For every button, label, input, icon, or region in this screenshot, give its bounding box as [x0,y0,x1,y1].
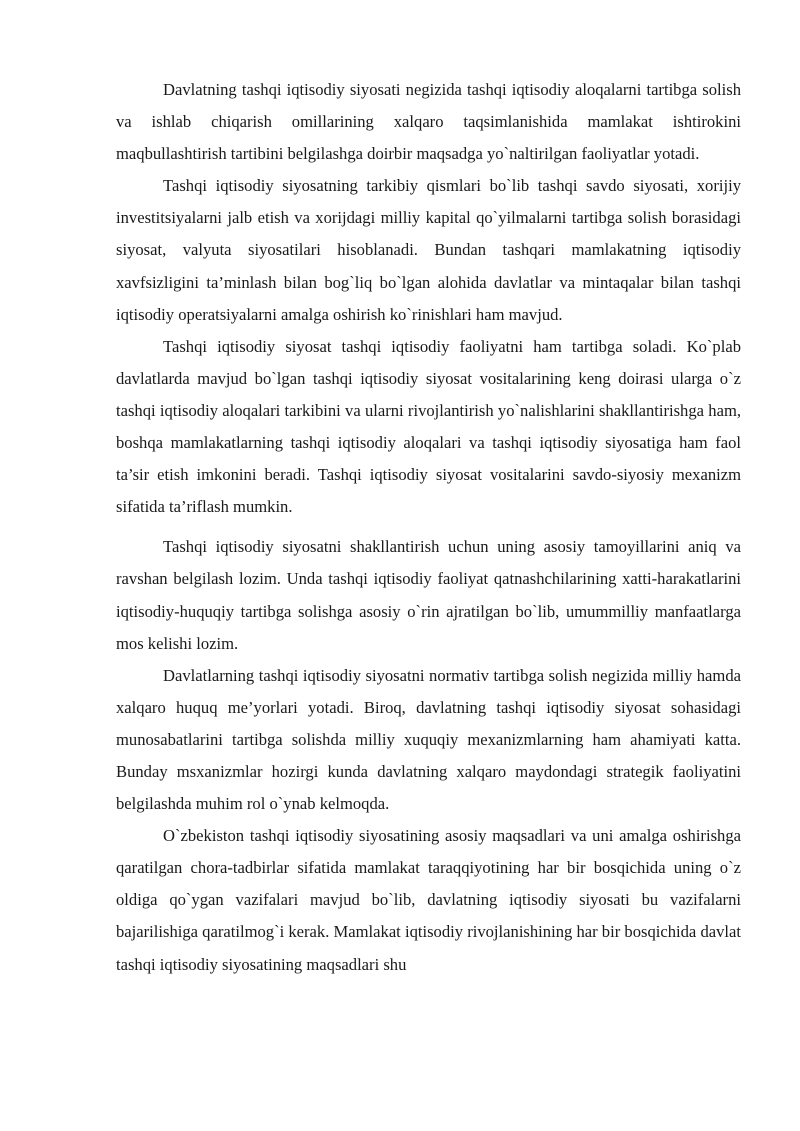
paragraph-4: Tashqi iqtisodiy siyosatni shakllantirish uchun uning asosiy tamoyillarini aniq va ravshan belgilash lozim. Unda tashqi iqtisodiy faoliyat qatnashchilarining xatti-harakatlarini iqtisodiy-huquqiy tartibga solishga asosiy o`rin ajratilgan bo`lib, umummilliy manfaatlarga mos kelishi lozim. [116,537,741,653]
paragraph-2: Tashqi iqtisodiy siyosatning tarkibiy qismlari bo`lib tashqi savdo siyosati, xorijiy investitsiyalarni jalb etish va xorijdagi milliy kapital qo`yilmalarni tartibga solish borasidagi siyosat, valyuta siyosatilari hisoblanadi. Bundan tashqari mamlakatning iqtisodiy xavfsizligini ta’minlash bilan bog`liq bo`lgan alohida davlatlar va mintaqalar bilan tashqi iqtisodiy operatsiyalarni amalga oshirish ko`rinishlari ham mavjud. [116,176,741,324]
paragraph-3: Tashqi iqtisodiy siyosat tashqi iqtisodiy faoliyatni ham tartibga soladi. Ko`plab davlatlarda mavjud bo`lgan tashqi iqtisodiy siyosat vositalarining keng doirasi ularga o`z tashqi iqtisodiy aloqalari tarkibini va ularni rivojlantirish yo`nalishlarini shakllantirishga ham, boshqa mamlakatlarning tashqi iqtisodiy aloqalari va tashqi iqtisodiy siyosatiga ham faol ta’sir etish imkonini beradi. Tashqi iqtisodiy siyosat vositalarini savdo-siyosiy mexanizm sifatida ta’riflash mumkin. [116,336,741,517]
paragraph-1: Davlatning tashqi iqtisodiy siyosati negizida tashqi iqtisodiy aloqalarni tartibga solish va ishlab chiqarish omillarining xalqaro taqsimlanishida mamlakat ishtirokini maqbullashtirish tartibini belgilashga doirbir maqsadga yo`naltirilgan faoliyatlar yotadi. [116,80,741,164]
paragraph-5: Davlatlarning tashqi iqtisodiy siyosatni normativ tartibga solish negizida milliy hamda xalqaro huquq me’yorlari yotadi. Biroq, davlatning tashqi iqtisodiy siyosat sohasidagi munosabatlarini tartibga solishda milliy xuquqiy mexanizmlarning ham ahamiyati katta. Bunday msxanizmlar hozirgi kunda davlatning xalqaro maydondagi strategik faoliyatini belgilashda muhim rol o`ynab kelmoqda. [116,665,741,814]
paragraph-6: O`zbekiston tashqi iqtisodiy siyosatining asosiy maqsadlari va uni amalga oshirishga qaratilgan chora-tadbirlar sifatida mamlakat taraqqiyotining har bir bosqichida uning o`z oldiga qo`ygan vazifalari mavjud bo`lib, davlatning iqtisodiy siyosati bu vazifalarni bajarilishiga qaratilmog`i kerak. Mamlakat iqtisodiy rivojlanishining har bir bosqichida davlat tashqi iqtisodiy siyosatining maqsadlari shu [116,826,741,974]
document-body [116,74,741,981]
